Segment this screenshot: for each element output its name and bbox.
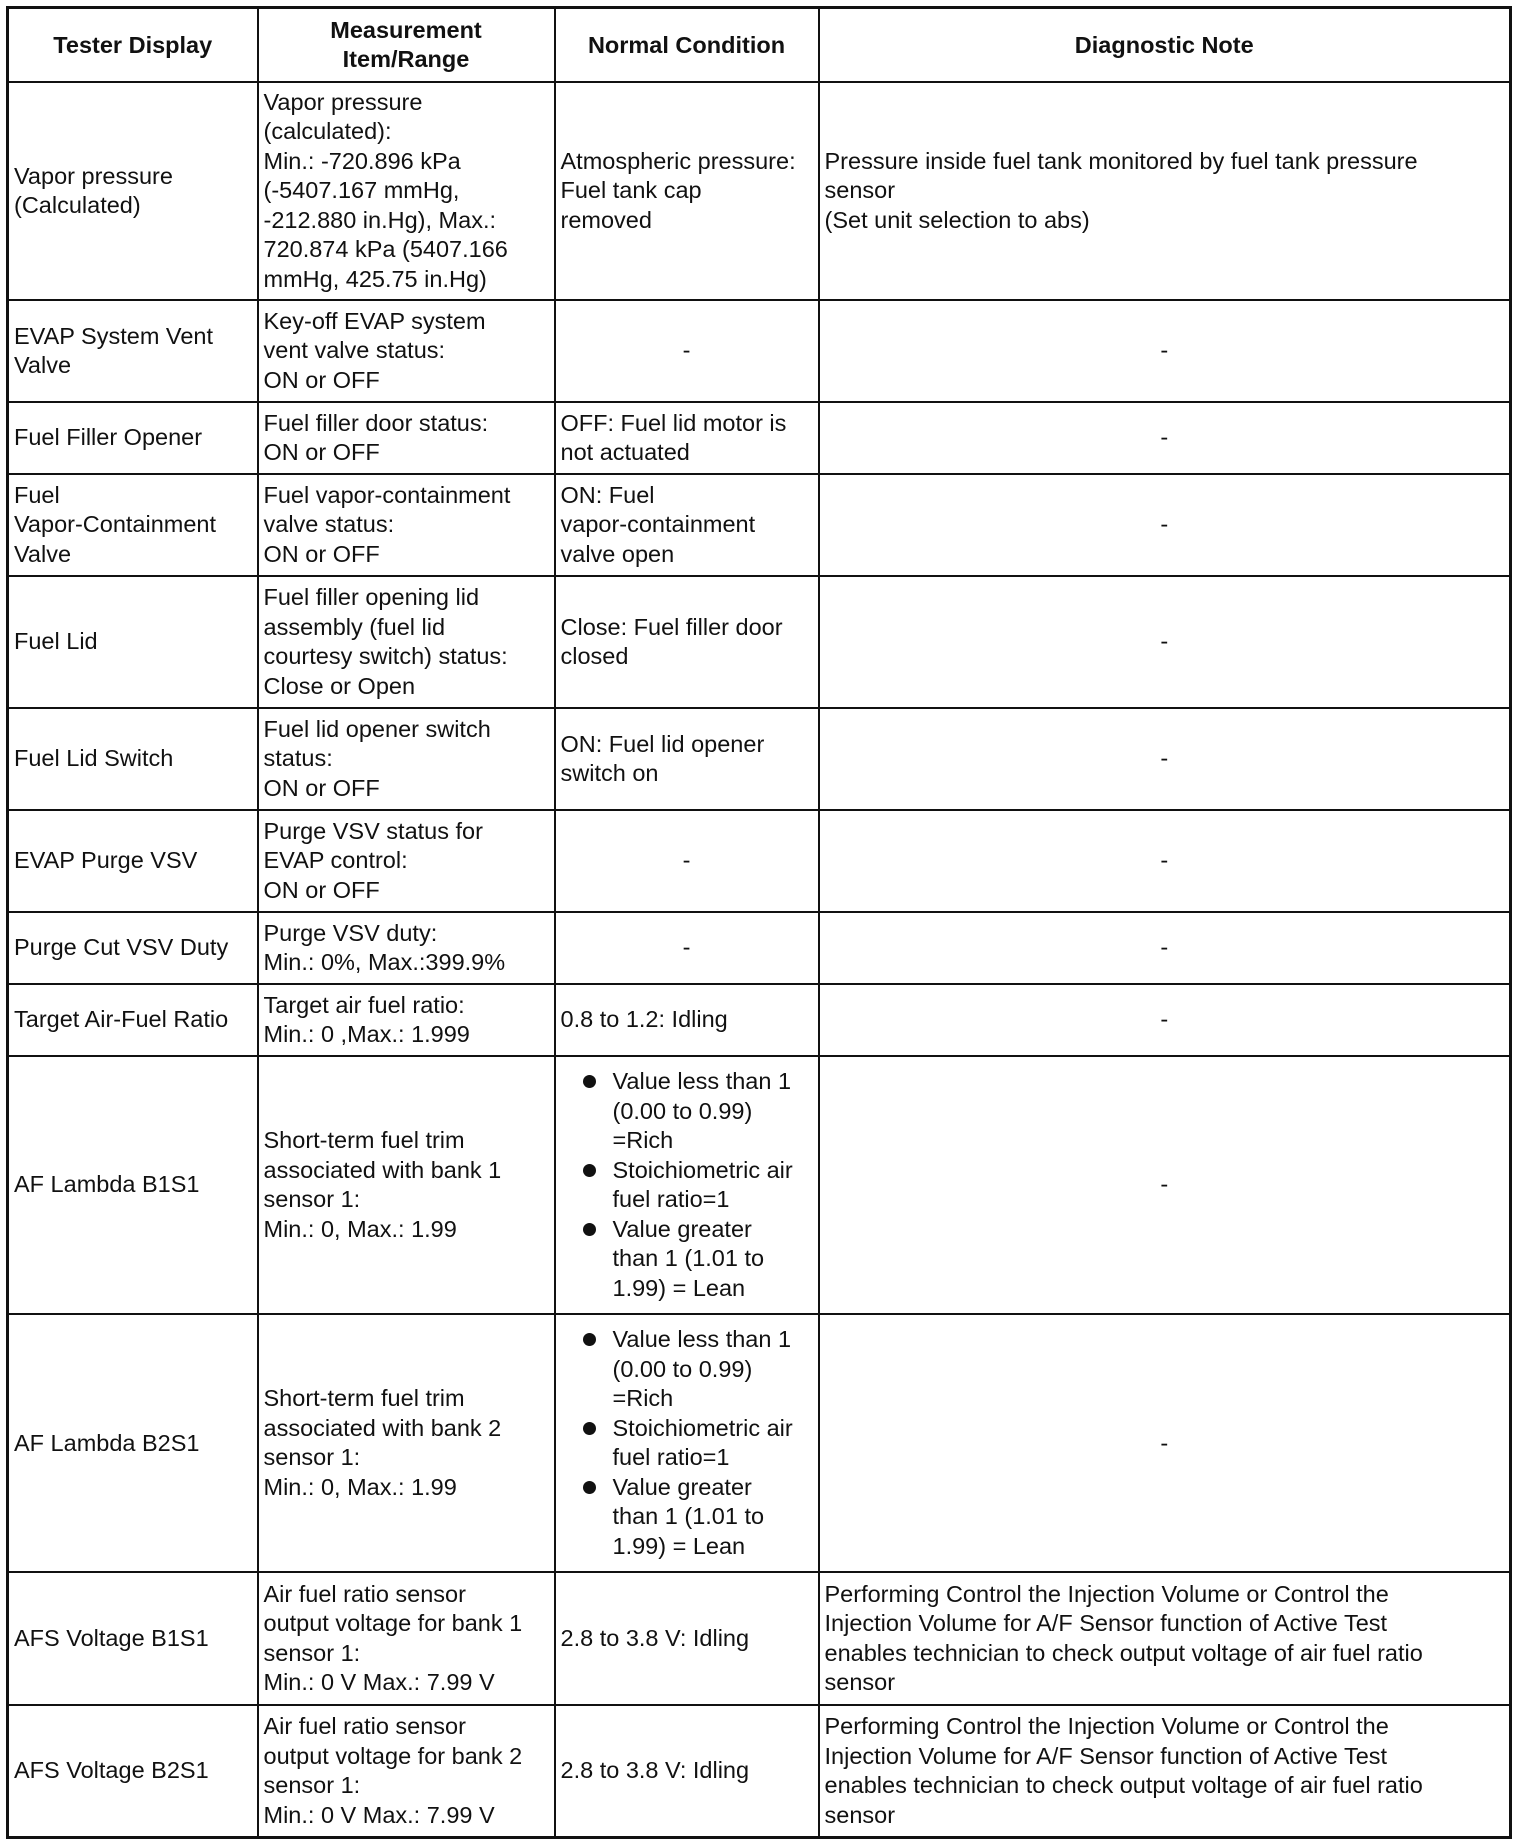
bullet-text: Stoichiometric air fuel ratio=1 <box>612 1414 793 1471</box>
tester-display-cell: Fuel Lid Switch <box>8 708 258 810</box>
bullet-icon <box>583 1333 596 1346</box>
header-row <box>8 8 1511 83</box>
normal-condition-cell: ON: Fuel lid opener switch on <box>555 708 819 810</box>
table-row <box>8 1056 1511 1314</box>
normal-condition-cell: OFF: Fuel lid motor is not actuated <box>555 402 819 474</box>
normal-condition-cell <box>555 1056 819 1314</box>
tester-display-cell: AFS Voltage B2S1 <box>8 1705 258 1837</box>
table-row <box>8 1314 1511 1572</box>
table-row <box>8 708 1511 810</box>
diagnostic-note-cell: - <box>819 474 1511 576</box>
bullet-icon <box>583 1164 596 1177</box>
tester-display-cell: Fuel Lid <box>8 576 258 708</box>
tester-display-cell: AF Lambda B2S1 <box>8 1314 258 1572</box>
table-row <box>8 1572 1511 1705</box>
header-tester-display: Tester Display <box>8 8 258 83</box>
tester-display-cell: AFS Voltage B1S1 <box>8 1572 258 1705</box>
bullet-text: Value greater than 1 (1.01 to 1.99) = Lean <box>612 1215 765 1301</box>
diagnostic-note-cell: - <box>819 1056 1511 1314</box>
normal-condition-cell: - <box>555 810 819 912</box>
diagnostic-note-cell: - <box>819 984 1511 1056</box>
normal-condition-cell: 2.8 to 3.8 V: Idling <box>555 1705 819 1837</box>
table-header <box>8 8 1511 83</box>
diagnostic-note-cell: - <box>819 810 1511 912</box>
data-list-table <box>6 6 1512 1839</box>
measurement-cell: Purge VSV status for EVAP control: ON or OFF <box>258 810 555 912</box>
bullet-icon <box>583 1223 596 1236</box>
diagnostic-note-cell: - <box>819 708 1511 810</box>
measurement-cell: Air fuel ratio sensor output voltage for bank 1 sensor 1: Min.: 0 V Max.: 7.99 V <box>258 1572 555 1705</box>
measurement-cell: Short-term fuel trim associated with bank 1 sensor 1: Min.: 0, Max.: 1.99 <box>258 1056 555 1314</box>
header-normal-condition: Normal Condition <box>555 8 819 83</box>
bullet-text: Value less than 1 (0.00 to 0.99) =Rich <box>612 1326 792 1412</box>
bullet-list <box>561 1067 813 1303</box>
bullet-text: Value greater than 1 (1.01 to 1.99) = Lean <box>612 1473 765 1559</box>
normal-condition-cell: Atmospheric pressure: Fuel tank cap removed <box>555 82 819 300</box>
table-row <box>8 402 1511 474</box>
tester-display-cell: Purge Cut VSV Duty <box>8 912 258 984</box>
bullet-text: Stoichiometric air fuel ratio=1 <box>612 1156 793 1213</box>
bullet-item <box>561 1473 813 1562</box>
diagnostic-note-cell: - <box>819 1314 1511 1572</box>
tester-display-cell: EVAP Purge VSV <box>8 810 258 912</box>
measurement-cell: Purge VSV duty: Min.: 0%, Max.:399.9% <box>258 912 555 984</box>
measurement-cell: Fuel vapor-containment valve status: ON or OFF <box>258 474 555 576</box>
bullet-item <box>561 1215 813 1304</box>
table-row <box>8 576 1511 708</box>
diagnostic-note-cell: Performing Control the Injection Volume or Control the Injection Volume for A/F Sensor function of Active Test enables technician to check output voltage of air fuel ratio sensor <box>819 1572 1511 1705</box>
table-row <box>8 984 1511 1056</box>
header-measurement-item-range: Measurement Item/Range <box>258 8 555 83</box>
normal-condition-cell: ON: Fuel vapor-containment valve open <box>555 474 819 576</box>
diagnostic-note-cell: - <box>819 300 1511 402</box>
table-row <box>8 474 1511 576</box>
table-row <box>8 300 1511 402</box>
diagnostic-note-cell: - <box>819 912 1511 984</box>
measurement-cell: Air fuel ratio sensor output voltage for bank 2 sensor 1: Min.: 0 V Max.: 7.99 V <box>258 1705 555 1837</box>
bullet-item <box>561 1067 813 1156</box>
diagnostic-note-cell: Pressure inside fuel tank monitored by fuel tank pressure sensor (Set unit selection to abs) <box>819 82 1511 300</box>
tester-display-cell: AF Lambda B1S1 <box>8 1056 258 1314</box>
tester-display-cell: Vapor pressure (Calculated) <box>8 82 258 300</box>
tester-display-cell: Fuel Vapor-Containment Valve <box>8 474 258 576</box>
bullet-item <box>561 1325 813 1414</box>
tester-display-cell: Fuel Filler Opener <box>8 402 258 474</box>
normal-condition-cell: - <box>555 912 819 984</box>
normal-condition-cell <box>555 1314 819 1572</box>
measurement-cell: Vapor pressure (calculated): Min.: -720.896 kPa (-5407.167 mmHg, -212.880 in.Hg), Max.: 720.874 kPa (5407.166 mmHg, 425.75 in.Hg) <box>258 82 555 300</box>
table-row <box>8 1705 1511 1837</box>
header-diagnostic-note: Diagnostic Note <box>819 8 1511 83</box>
bullet-item <box>561 1156 813 1215</box>
diagnostic-note-cell: - <box>819 576 1511 708</box>
bullet-icon <box>583 1422 596 1435</box>
table-body <box>8 82 1511 1838</box>
bullet-icon <box>583 1481 596 1494</box>
normal-condition-cell: - <box>555 300 819 402</box>
normal-condition-cell: 0.8 to 1.2: Idling <box>555 984 819 1056</box>
measurement-cell: Fuel filler opening lid assembly (fuel lid courtesy switch) status: Close or Open <box>258 576 555 708</box>
table-row <box>8 810 1511 912</box>
table-row <box>8 82 1511 300</box>
tester-display-cell: Target Air-Fuel Ratio <box>8 984 258 1056</box>
bullet-item <box>561 1414 813 1473</box>
bullet-text: Value less than 1 (0.00 to 0.99) =Rich <box>612 1068 792 1154</box>
bullet-list <box>561 1325 813 1561</box>
measurement-cell: Short-term fuel trim associated with bank 2 sensor 1: Min.: 0, Max.: 1.99 <box>258 1314 555 1572</box>
normal-condition-cell: 2.8 to 3.8 V: Idling <box>555 1572 819 1705</box>
tester-display-cell: EVAP System Vent Valve <box>8 300 258 402</box>
diagnostic-note-cell: Performing Control the Injection Volume or Control the Injection Volume for A/F Sensor function of Active Test enables technician to check output voltage of air fuel ratio sensor <box>819 1705 1511 1837</box>
bullet-icon <box>583 1075 596 1088</box>
table-row <box>8 912 1511 984</box>
diagnostic-note-cell: - <box>819 402 1511 474</box>
measurement-cell: Target air fuel ratio: Min.: 0 ,Max.: 1.999 <box>258 984 555 1056</box>
measurement-cell: Fuel lid opener switch status: ON or OFF <box>258 708 555 810</box>
measurement-cell: Fuel filler door status: ON or OFF <box>258 402 555 474</box>
measurement-cell: Key-off EVAP system vent valve status: ON or OFF <box>258 300 555 402</box>
normal-condition-cell: Close: Fuel filler door closed <box>555 576 819 708</box>
